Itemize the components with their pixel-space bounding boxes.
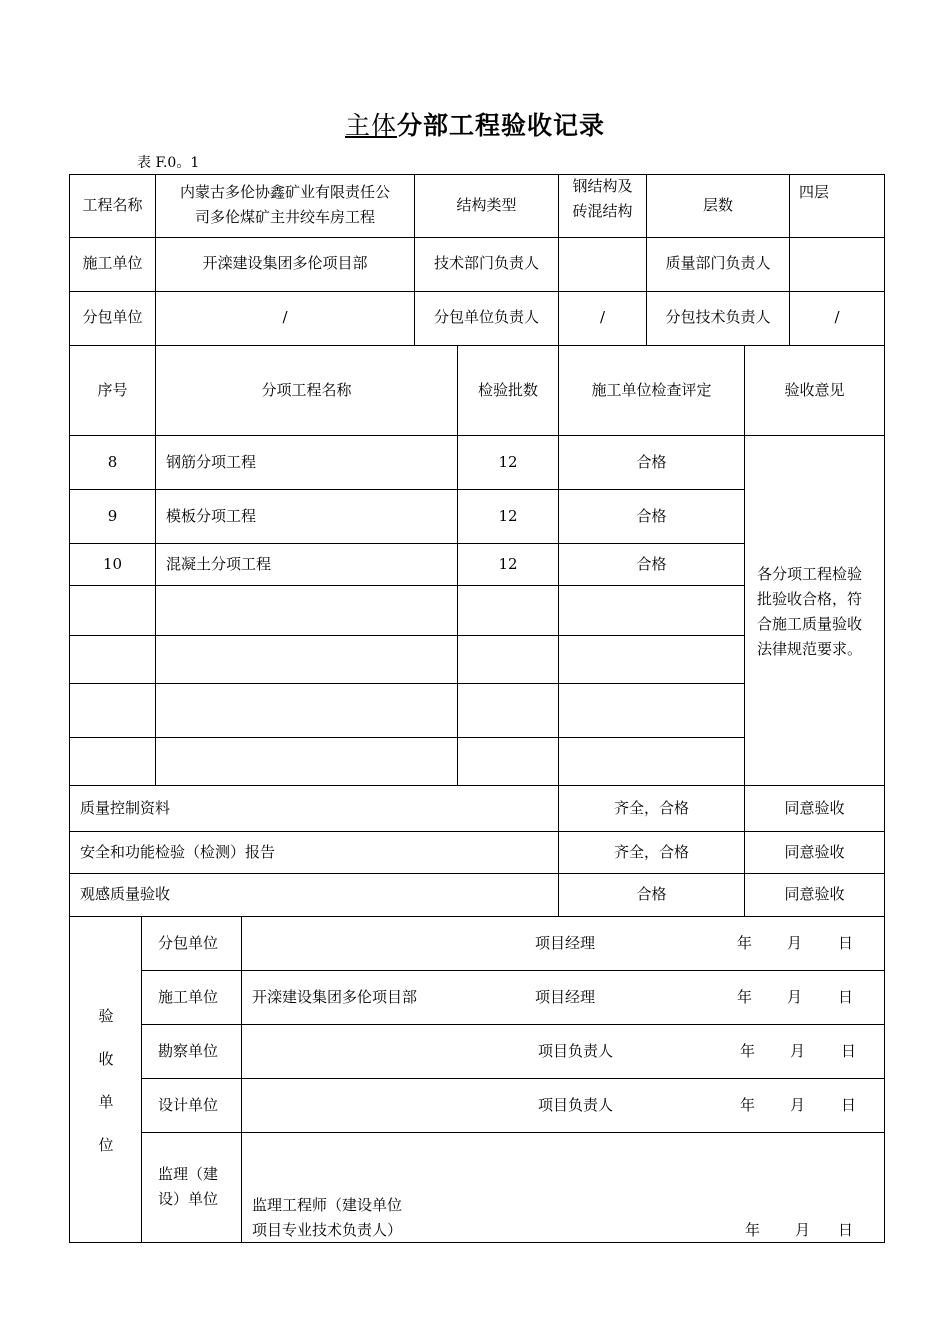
vertical-char: 单 — [98, 1093, 114, 1111]
summary-label: 质量控制资料 — [80, 799, 171, 817]
opinion-line: 各分项工程检验 — [757, 565, 863, 583]
supervisor-role-line1: 监理工程师（建设单位 — [252, 1196, 403, 1214]
project-name-label: 工程名称 — [82, 196, 143, 214]
date-month: 月 — [787, 988, 803, 1006]
acceptance-role: 项目经理 — [535, 934, 596, 952]
col-header-batches: 检验批数 — [477, 381, 538, 399]
date-year: 年 — [740, 1042, 756, 1060]
structure-type-label: 结构类型 — [456, 196, 517, 214]
acceptance-role: 项目负责人 — [538, 1096, 614, 1114]
col-header-evaluation: 施工单位检查评定 — [591, 381, 712, 399]
acceptance-unit-name: 开滦建设集团多伦项目部 — [252, 988, 418, 1006]
acceptance-role: 项目负责人 — [538, 1042, 614, 1060]
date-day: 日 — [838, 934, 854, 952]
col-header-item-name: 分项工程名称 — [261, 381, 352, 399]
summary-eval: 合格 — [636, 885, 667, 903]
sub-unit-label: 分包单位 — [82, 308, 143, 326]
tech-head-label: 技术部门负责人 — [433, 254, 539, 272]
acceptance-role: 项目经理 — [535, 988, 596, 1006]
summary-opinion: 同意验收 — [784, 885, 845, 903]
opinion-line: 合施工质量验收 — [757, 615, 863, 633]
sub-unit-head-label: 分包单位负责人 — [433, 308, 539, 326]
acceptance-unit: 设计单位 — [158, 1096, 219, 1114]
sub-tech-head-label: 分包技术负责人 — [665, 308, 771, 326]
item-name: 模板分项工程 — [166, 507, 257, 525]
sub-tech-head-value: / — [834, 308, 840, 326]
acceptance-unit: 施工单位 — [158, 988, 219, 1006]
item-batches: 12 — [498, 507, 518, 525]
item-name: 钢筋分项工程 — [166, 453, 257, 471]
summary-label: 观感质量验收 — [80, 885, 171, 903]
opinion-line: 法律规范要求。 — [757, 640, 863, 658]
structure-type-line1: 钢结构及 — [572, 177, 633, 195]
date-year: 年 — [737, 934, 753, 952]
date-month: 月 — [790, 1096, 806, 1114]
item-eval: 合格 — [636, 555, 667, 573]
item-name: 混凝土分项工程 — [166, 555, 272, 573]
item-no: 10 — [102, 555, 123, 573]
summary-opinion: 同意验收 — [784, 799, 845, 817]
supervisor-unit-line1: 监理（建 — [158, 1165, 219, 1183]
supervisor-unit-line2: 设）单位 — [158, 1190, 219, 1208]
contractor-label: 施工单位 — [82, 254, 143, 272]
summary-eval: 齐全，合格 — [613, 799, 689, 817]
table-number: 表 F.0。1 — [137, 155, 200, 171]
vertical-char: 位 — [98, 1136, 114, 1154]
summary-label: 安全和功能检验（检测）报告 — [80, 843, 276, 861]
page-title — [0, 106, 950, 142]
date-year: 年 — [740, 1096, 756, 1114]
project-name-line1: 内蒙古多伦协鑫矿业有限责任公 — [179, 183, 390, 201]
date-year: 年 — [737, 988, 753, 1006]
acceptance-unit: 分包单位 — [158, 934, 219, 952]
date-day: 日 — [838, 1221, 854, 1239]
acceptance-unit: 勘察单位 — [158, 1042, 219, 1060]
contractor-value: 开滦建设集团多伦项目部 — [202, 254, 368, 272]
item-batches: 12 — [498, 555, 518, 573]
date-day: 日 — [838, 988, 854, 1006]
sub-unit-head-value: / — [599, 308, 606, 326]
date-month: 月 — [790, 1042, 806, 1060]
summary-eval: 齐全，合格 — [613, 843, 689, 861]
opinion-line: 批验收合格，符 — [757, 590, 863, 608]
quality-head-label: 质量部门负责人 — [665, 254, 771, 272]
date-month: 月 — [787, 934, 803, 952]
date-month: 月 — [795, 1221, 811, 1239]
project-name-line2: 司多伦煤矿主井绞车房工程 — [194, 208, 375, 226]
vertical-char: 验 — [98, 1007, 114, 1025]
supervisor-role-line2: 项目专业技术负责人） — [252, 1221, 403, 1239]
title-rest: 分部工程验收记录 — [397, 111, 606, 140]
date-day: 日 — [841, 1096, 857, 1114]
summary-opinion: 同意验收 — [784, 843, 845, 861]
col-header-no: 序号 — [97, 381, 128, 399]
floors-label: 层数 — [702, 196, 733, 214]
item-eval: 合格 — [636, 507, 667, 525]
vertical-char: 收 — [98, 1050, 114, 1068]
item-batches: 12 — [498, 453, 518, 471]
col-header-opinion: 验收意见 — [784, 381, 845, 399]
item-eval: 合格 — [636, 453, 667, 471]
item-no: 8 — [107, 453, 118, 471]
date-day: 日 — [841, 1042, 857, 1060]
sub-unit-value: / — [282, 308, 288, 326]
floors-value: 四层 — [799, 183, 830, 201]
item-no: 9 — [107, 507, 118, 525]
date-year: 年 — [745, 1221, 761, 1239]
title-underlined: 主体 — [344, 111, 397, 140]
structure-type-line2: 砖混结构 — [572, 202, 633, 220]
